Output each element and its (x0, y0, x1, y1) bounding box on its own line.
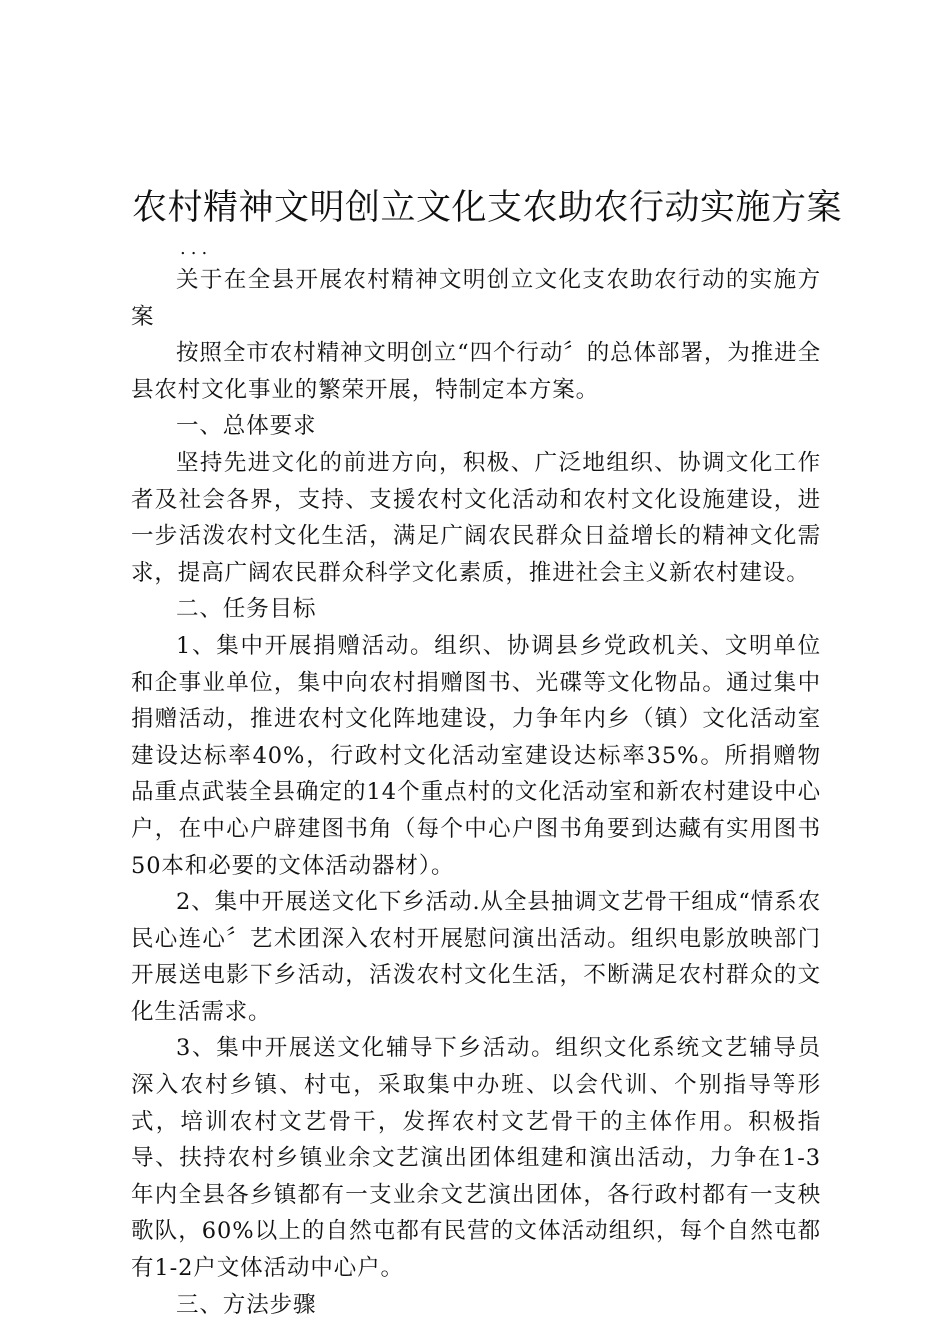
document-title: 农村精神文明创立文化支农助农行动实施方案 (132, 188, 843, 228)
section-heading-task-goals: 二、任务目标 (176, 596, 317, 623)
task-item-culture-to-countryside: 2、集中开展送文化下乡活动.从全县抽调文艺骨干组成“情系农民心连心〞艺术团深入农村开展慰问演出活动。组织电影放映部门开展送电影下乡活动，活泼农村文化生活，不断满足农村群众的文化生活需求。 (131, 889, 821, 1025)
subtitle-paragraph: 关于在全县开展农村精神文明创立文化支农助农行动的实施方案 (131, 267, 821, 330)
section-heading-general-requirements: 一、总体要求 (176, 413, 317, 440)
general-requirements-paragraph: 坚持先进文化的前进方向，积极、广泛地组织、协调文化工作者及社会各界，支持、支援农村文化活动和农村文化设施建设，进一步活泼农村文化生活，满足广阔农民群众日益增长的精神文化需求，提高广阔农民群众科学文化素质，推进社会主义新农村建设。 (131, 449, 821, 586)
task-item-donation: 1、集中开展捐赠活动。组织、协调县乡党政机关、文明单位和企事业单位，集中向农村捐赠图书、光碟等文化物品。通过集中捐赠活动，推进农村文化阵地建设，力争年内乡（镇）文化活动室建设达标率40%，行政村文化活动室建设达标率35%。所捐赠物品重点武装全县确定的14个重点村的文化活动室和新农村建设中心户，在中心户辟建图书角（每个中心户图书角要到达藏有实用图书50本和必要的文体活动器材）。 (131, 632, 821, 879)
task-item-culture-tutoring: 3、集中开展送文化辅导下乡活动。组织文化系统文艺辅导员深入农村乡镇、村屯，采取集中办班、以会代训、个别指导等形式，培训农村文艺骨干，发挥农村文艺骨干的主体作用。积极指导、扶持农村乡镇业余文艺演出团体组建和演出活动，力争在1-3年内全县各乡镇都有一支业余文艺演出团体，各行政村都有一支秧歌队，60%以上的自然屯都有民营的文体活动组织，每个自然屯都有1-2户文体活动中心户。 (131, 1035, 821, 1282)
section-heading-methods-steps: 三、方法步骤 (176, 1291, 317, 1318)
document-body (131, 262, 821, 1323)
intro-paragraph: 按照全市农村精神文明创立“四个行动〞的总体部署，为推进全县农村文化事业的繁荣开展，特制定本方案。 (131, 340, 821, 403)
title-continuation-ellipsis: ... (180, 238, 213, 259)
